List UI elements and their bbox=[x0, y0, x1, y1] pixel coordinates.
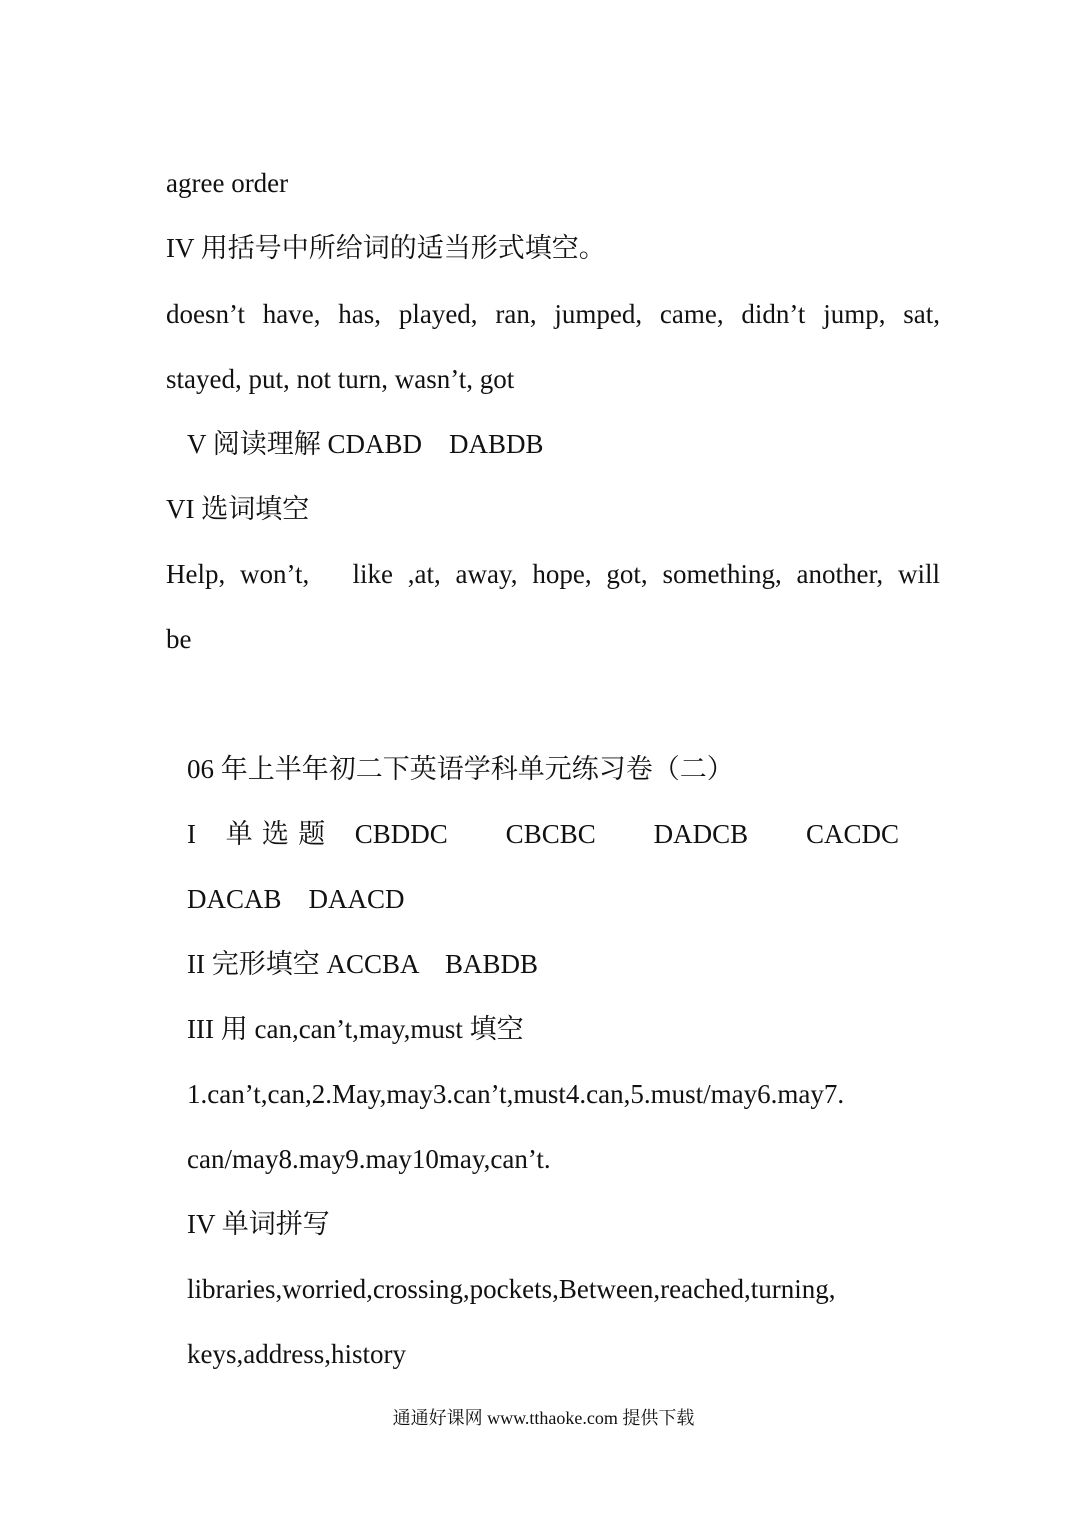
section-iii-answers-line-1: 1.can’t,can,2.May,may3.can’t,must4.can,5.must/may6.may7. bbox=[187, 1079, 845, 1109]
heading-section-vi: VI 选词填空 bbox=[166, 494, 310, 524]
heading-section-iii: III 用 can,can’t,may,must 填空 bbox=[187, 1014, 524, 1044]
section-i-answers-line-2: DACAB DAACD bbox=[187, 884, 405, 914]
vi-answers-line-2: be bbox=[166, 624, 192, 654]
page-footer: 通通好课网 www.tthaoke.com 提供下载 bbox=[392, 1408, 695, 1428]
section-ii-answers: II 完形填空 ACCBA BABDB bbox=[187, 949, 539, 979]
iv-answers-line-2: stayed, put, not turn, wasn’t, got bbox=[166, 364, 515, 394]
spelling-answers-line-2: keys,address,history bbox=[187, 1339, 406, 1369]
iv-answers-line-1: doesn’t have, has, played, ran, jumped, came, didn’t jump, sat, bbox=[166, 299, 940, 329]
text-agree-order: agree order bbox=[166, 168, 289, 198]
page-title: 06 年上半年初二下英语学科单元练习卷（二） bbox=[187, 754, 734, 784]
heading-section-iv: IV 用括号中所给词的适当形式填空。 bbox=[166, 233, 606, 263]
section-i-answers-line-1: I 单 选 题 CBDDC CBCBC DADCB CACDC bbox=[187, 819, 899, 849]
heading-section-v: V 阅读理解 CDABD DABDB bbox=[187, 429, 544, 459]
heading-section-iv-spelling: IV 单词拼写 bbox=[187, 1209, 330, 1239]
vi-answers-line-1: Help, won’t, like ,at, away, hope, got, something, another, will bbox=[166, 559, 940, 589]
section-iii-answers-line-2: can/may8.may9.may10may,can’t. bbox=[187, 1144, 551, 1174]
spelling-answers-line-1: libraries,worried,crossing,pockets,Between,reached,turning, bbox=[187, 1274, 836, 1304]
